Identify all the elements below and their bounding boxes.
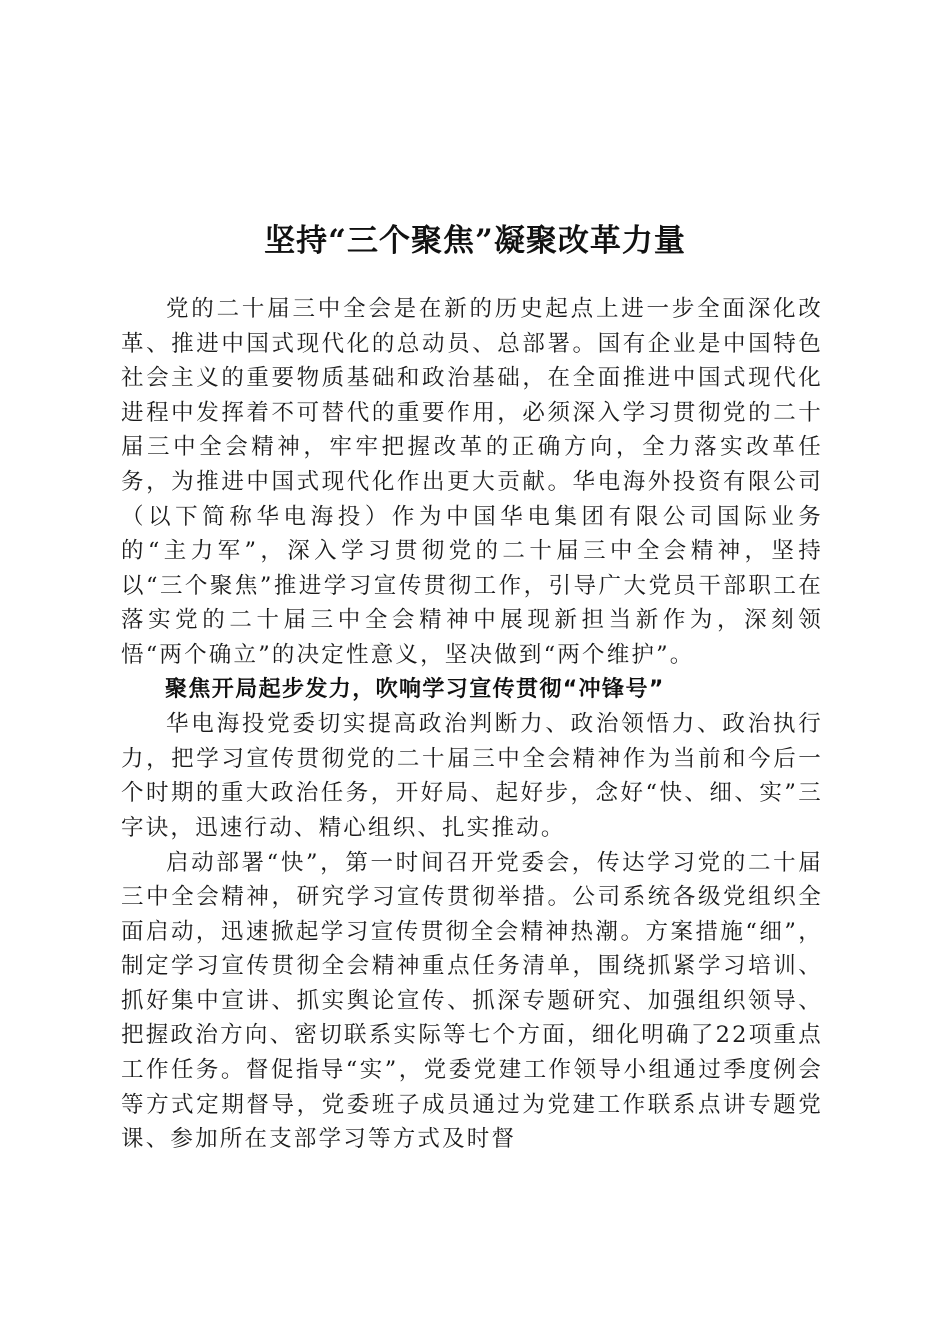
- document-body: [121, 292, 823, 1157]
- intro-paragraph: 党的二十届三中全会是在新的历史起点上进一步全面深化改革、推进中国式现代化的总动员、总部署。国有企业是中国特色社会主义的重要物质基础和政治基础，在全面推进中国式现代化进程中发挥着不可替代的重要作用，必须深入学习贯彻党的二十届三中全会精神，牢牢把握改革的正确方向，全力落实改革任务，为推进中国式现代化作出更大贡献。华电海外投资有限公司（以下简称华电海投）作为中国华电集团有限公司国际业务的“主力军”，深入学习贯彻党的二十届三中全会精神，坚持以“三个聚焦”推进学习宣传贯彻工作，引导广大党员干部职工在落实党的二十届三中全会精神中展现新担当新作为，深刻领悟“两个确立”的决定性意义，坚决做到“两个维护”。: [121, 296, 823, 668]
- section-paragraph: 启动部署“快”，第一时间召开党委会，传达学习党的二十届三中全会精神，研究学习宣传贯彻举措。公司系统各级党组织全面启动，迅速掀起学习宣传贯彻全会精神热潮。方案措施“细”，制定学习宣传贯彻全会精神重点任务清单，围绕抓紧学习培训、抓好集中宣讲、抓实舆论宣传、抓深专题研究、加强组织领导、把握政治方向、密切联系实际等七个方面，细化明确了22项重点工作任务。督促指导“实”，党委党建工作领导小组通过季度例会等方式定期督导，党委班子成员通过为党建工作联系点讲专题党课、参加所在支部学习等方式及时督: [121, 849, 823, 1153]
- section-heading: 聚焦开局起步发力，吹响学习宣传贯彻“冲锋号”: [165, 676, 665, 702]
- document-title: 坚持“三个聚焦”凝聚改革力量: [264, 222, 686, 259]
- section-paragraph: 华电海投党委切实提高政治判断力、政治领悟力、政治执行力，把学习宣传贯彻党的二十届三中全会精神作为当前和今后一个时期的重大政治任务，开好局、起好步，念好“快、细、实”三字诀，迅速行动、精心组织、扎实推动。: [121, 711, 823, 841]
